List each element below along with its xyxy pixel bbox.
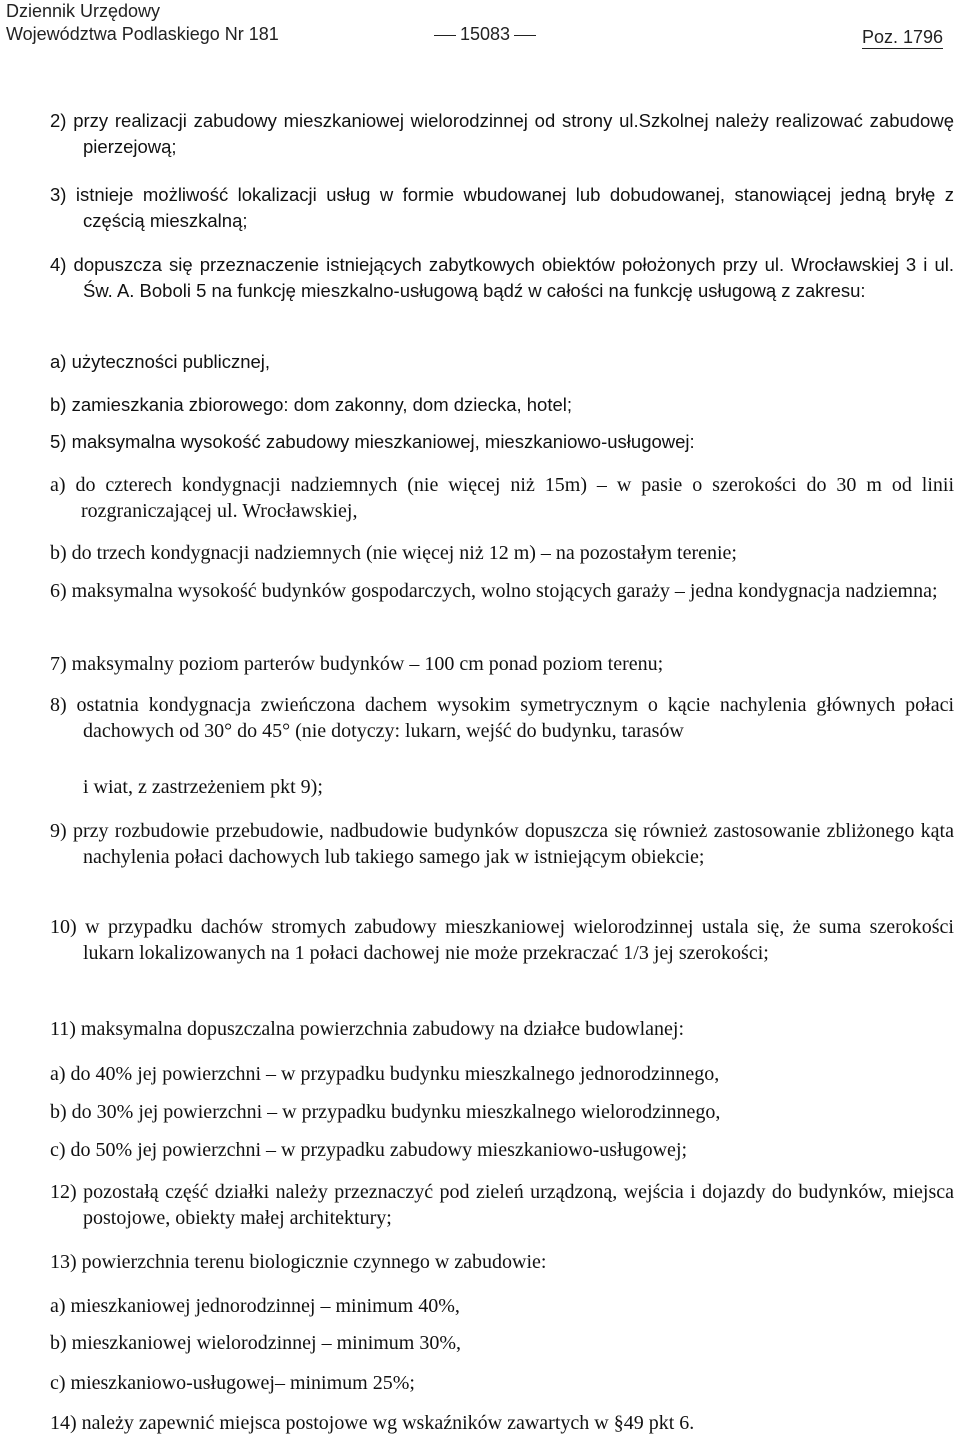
paragraph-10: 10) w przypadku dachów stromych zabudowy mieszkaniowej wielorodzinnej ustala się, że suma szerokości lukarn lokalizowanych na 1 połaci dachowej nie może przekraczać 1/3 jej szerokości;: [50, 916, 954, 964]
paragraph-4b: b) zamieszkania zbiorowego: dom zakonny, dom dziecka, hotel;: [50, 394, 573, 415]
paragraph-11c: c) do 50% jej powierzchni – w przypadku zabudowy mieszkaniowo-usługowej;: [50, 1139, 688, 1161]
paragraph-11: 11) maksymalna dopuszczalna powierzchnia zabudowy na działce budowlanej:: [50, 1018, 685, 1040]
journal-title: Dziennik Urzędowy: [6, 1, 161, 21]
position-label: Poz. 1796: [862, 27, 944, 47]
dash-left: [434, 35, 456, 36]
paragraph-5a: a) do czterech kondygnacji nadziemnych (nie więcej niż 15m) – w pasie o szerokości do 30 m od linii rozgraniczającej ul. Wrocławskiej,: [50, 474, 954, 522]
dash-right: [514, 35, 536, 36]
journal-subtitle: Województwa Podlaskiego Nr 181: [6, 24, 279, 44]
paragraph-11a: a) do 40% jej powierzchni – w przypadku budynku mieszkalnego jednorodzinnego,: [50, 1063, 720, 1085]
paragraph-2: 2) przy realizacji zabudowy mieszkaniowej wielorodzinnej od strony ul.Szkolnej należy realizować zabudowę pierzejową;: [50, 110, 954, 157]
paragraph-12: 12) pozostałą część działki należy przeznaczyć pod zieleń urządzoną, wejścia i dojazdy do budynków, miejsca postojowe, obiekty małej architektury;: [50, 1181, 954, 1229]
paragraph-13c: c) mieszkaniowo-usługowej– minimum 25%;: [50, 1372, 415, 1394]
paragraph-9: 9) przy rozbudowie przebudowie, nadbudowie budynków dopuszcza się również zastosowanie zbliżonego kąta nachylenia połaci dachowych lub takiego samego jak w istniejącym obiekcie;: [50, 820, 954, 868]
paragraph-4a: a) użyteczności publicznej,: [50, 351, 271, 372]
paragraph-5b: b) do trzech kondygnacji nadziemnych (nie więcej niż 12 m) – na pozostałym terenie;: [50, 542, 737, 564]
paragraph-6: 6) maksymalna wysokość budynków gospodarczych, wolno stojących garaży – jedna kondygnacja nadziemna;: [50, 580, 938, 602]
page-number: 15083: [460, 24, 511, 44]
paragraph-13a: a) mieszkaniowej jednorodzinnej – minimum 40%,: [50, 1295, 460, 1317]
paragraph-3: 3) istnieje możliwość lokalizacji usług w formie wbudowanej lub dobudowanej, stanowiącej jedną bryłę z częścią mieszkalną;: [50, 184, 954, 231]
page-header: [0, 0, 960, 56]
position-label-block: [862, 27, 952, 48]
page-number-block: [430, 24, 540, 45]
paragraph-11b: b) do 30% jej powierzchni – w przypadku budynku mieszkalnego wielorodzinnego,: [50, 1101, 721, 1123]
paragraph-4: 4) dopuszcza się przeznaczenie istniejących zabytkowych obiektów położonych przy ul. Wrocławskiej 3 i ul. Św. A. Boboli 5 na funkcję mieszkalno-usługową bądź w całości na funkcję usługową z zakresu:: [50, 254, 954, 301]
paragraph-14: 14) należy zapewnić miejsca postojowe wg wskaźników zawartych w §49 pkt 6.: [50, 1412, 695, 1434]
paragraph-13b: b) mieszkaniowej wielorodzinnej – minimum 30%,: [50, 1332, 462, 1354]
paragraph-13: 13) powierzchnia terenu biologicznie czynnego w zabudowie:: [50, 1251, 547, 1273]
paragraph-8: 8) ostatnia kondygnacja zwieńczona dachem wysokim symetrycznym o kącie nachylenia głównych połaci dachowych od 30° do 45° (nie dotyczy: lukarn, wejść do budynku, tarasów: [50, 694, 954, 742]
paragraph-8-continuation: i wiat, z zastrzeżeniem pkt 9);: [83, 776, 323, 798]
paragraph-5: 5) maksymalna wysokość zabudowy mieszkaniowej, mieszkaniowo-usługowej:: [50, 431, 695, 452]
paragraph-7: 7) maksymalny poziom parterów budynków – 100 cm ponad poziom terenu;: [50, 653, 664, 675]
